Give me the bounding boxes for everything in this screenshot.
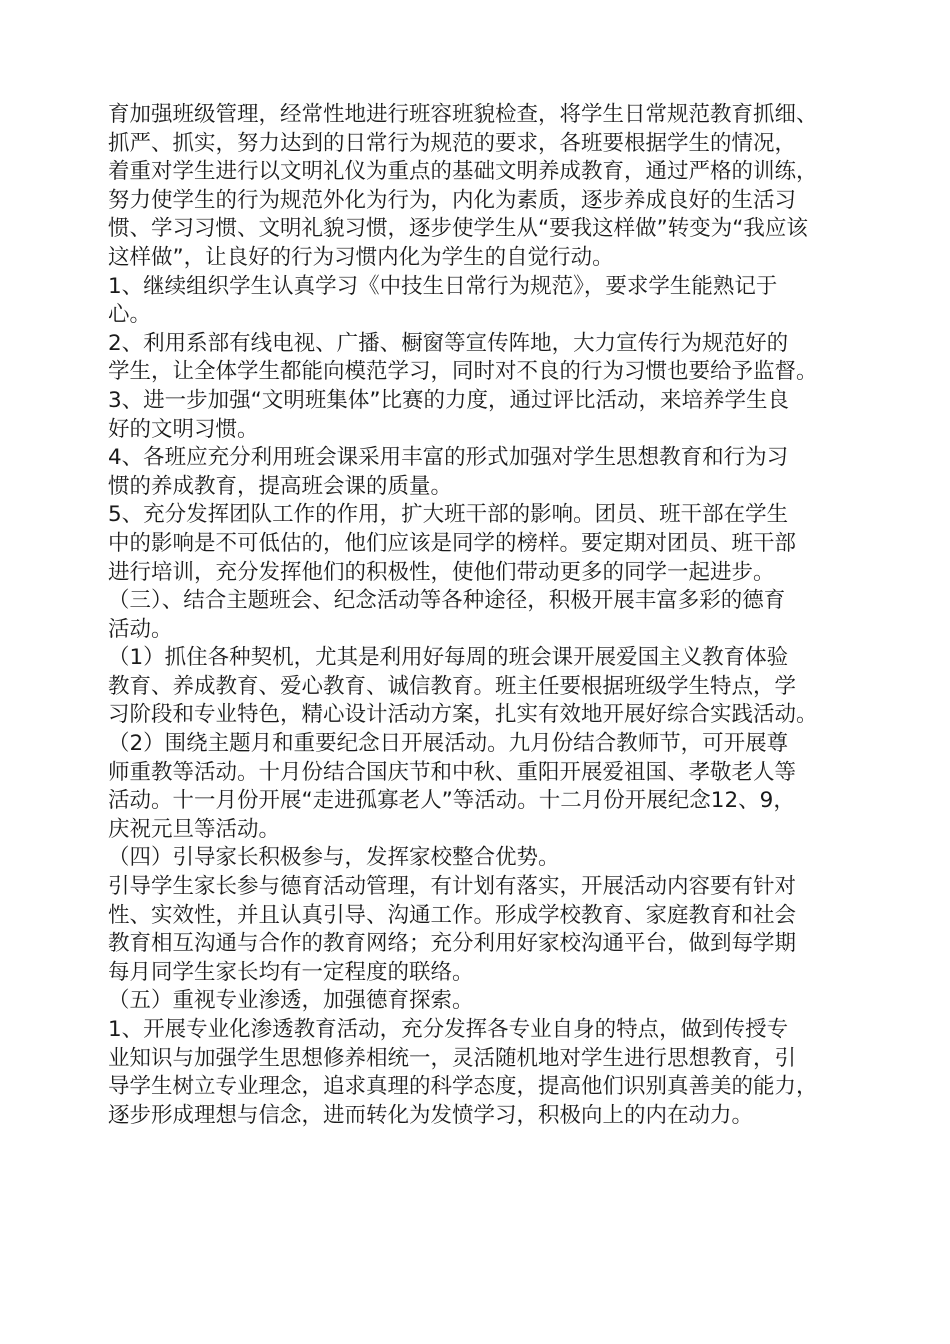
section-heading-line: （三）、结合主题班会、纪念活动等各种途径，积极开展丰富多彩的德育: [108, 588, 786, 614]
text-line: 育加强班级管理，经常性地进行班容班貌检查，将学生日常规范教育抓细、: [108, 102, 818, 127]
list-item-line: 业知识与加强学生思想修养相统一，灵活随机地对学生进行思想教育，引: [108, 1045, 797, 1071]
list-item-line: 1、开展专业化渗透教育活动，充分发挥各专业自身的特点，做到传授专: [108, 1017, 789, 1042]
list-item-line: 3、进一步加强“文明班集体”比赛的力度，通过评比活动，来培养学生良: [108, 387, 789, 413]
section-heading-line: （五）重视专业渗透，加强德育探索。: [108, 988, 474, 1014]
text-line: 性、实效性，并且认真引导、沟通工作。形成学校教育、家庭教育和社会: [108, 902, 797, 928]
text-line: 引导学生家长参与德育活动管理，有计划有落实，开展活动内容要有针对: [108, 874, 797, 900]
list-item-line: 进行培训，充分发挥他们的积极性，使他们带动更多的同学一起进步。: [108, 559, 775, 585]
list-item-line: 活动。十一月份开展“走进孤寡老人”等活动。十二月份开展纪念12、9，: [108, 788, 795, 814]
section-heading-line: 活动。: [108, 616, 173, 642]
list-item-line: 师重教等活动。十月份结合国庆节和中秋、重阳开展爱祖国、孝敬老人等: [108, 759, 797, 785]
list-item-line: （2）围绕主题月和重要纪念日开展活动。九月份结合教师节，可开展尊: [108, 731, 789, 757]
text-line: 这样做”，让良好的行为习惯内化为学生的自觉行动。: [108, 244, 614, 270]
list-item-line: 惯的养成教育，提高班会课的质量。: [108, 473, 453, 499]
list-item-line: 导学生树立专业理念，追求真理的科学态度，提高他们识别真善美的能力，: [108, 1074, 818, 1100]
text-line: 抓严、抓实，努力达到的日常行为规范的要求，各班要根据学生的情况，: [108, 130, 797, 156]
list-item-line: 习阶段和专业特色，精心设计活动方案，扎实有效地开展好综合实践活动。: [108, 702, 818, 728]
list-item-line: 教育、养成教育、爱心教育、诚信教育。班主任要根据班级学生特点，学: [108, 673, 797, 699]
list-item-line: （1）抓住各种契机，尤其是利用好每周的班会课开展爱国主义教育体验: [108, 645, 789, 671]
list-item-line: 庆祝元旦等活动。: [108, 816, 281, 842]
list-item-line: 5、充分发挥团队工作的作用，扩大班干部的影响。团员、班干部在学生: [108, 502, 789, 528]
section-heading-line: （四）引导家长积极参与，发挥家校整合优势。: [108, 845, 560, 871]
text-line: 每月同学生家长均有一定程度的联络。: [108, 959, 474, 985]
document-body: [108, 101, 878, 1130]
text-line: 着重对学生进行以文明礼仪为重点的基础文明养成教育，通过严格的训练，: [108, 159, 818, 185]
list-item-line: 学生，让全体学生都能向模范学习，同时对不良的行为习惯也要给予监督。: [108, 359, 818, 385]
list-item-line: 心。: [108, 302, 152, 328]
list-item-line: 4、各班应充分利用班会课采用丰富的形式加强对学生思想教育和行为习: [108, 445, 789, 471]
text-line: 努力使学生的行为规范外化为行为，内化为素质，逐步养成良好的生活习: [108, 187, 797, 213]
list-item-line: 1、继续组织学生认真学习《中技生日常行为规范》，要求学生能熟记于: [108, 273, 778, 299]
list-item-line: 2、利用系部有线电视、广播、橱窗等宣传阵地，大力宣传行为规范好的: [108, 330, 789, 356]
list-item-line: 逐步形成理想与信念，进而转化为发愤学习，积极向上的内在动力。: [108, 1102, 754, 1128]
list-item-line: 中的影响是不可低估的，他们应该是同学的榜样。要定期对团员、班干部: [108, 530, 797, 556]
list-item-line: 好的文明习惯。: [108, 416, 259, 442]
text-line: 惯、学习习惯、文明礼貌习惯，逐步使学生从“要我这样做”转变为“我应该: [108, 216, 808, 242]
text-line: 教育相互沟通与合作的教育网络；充分利用好家校沟通平台，做到每学期: [108, 931, 797, 957]
